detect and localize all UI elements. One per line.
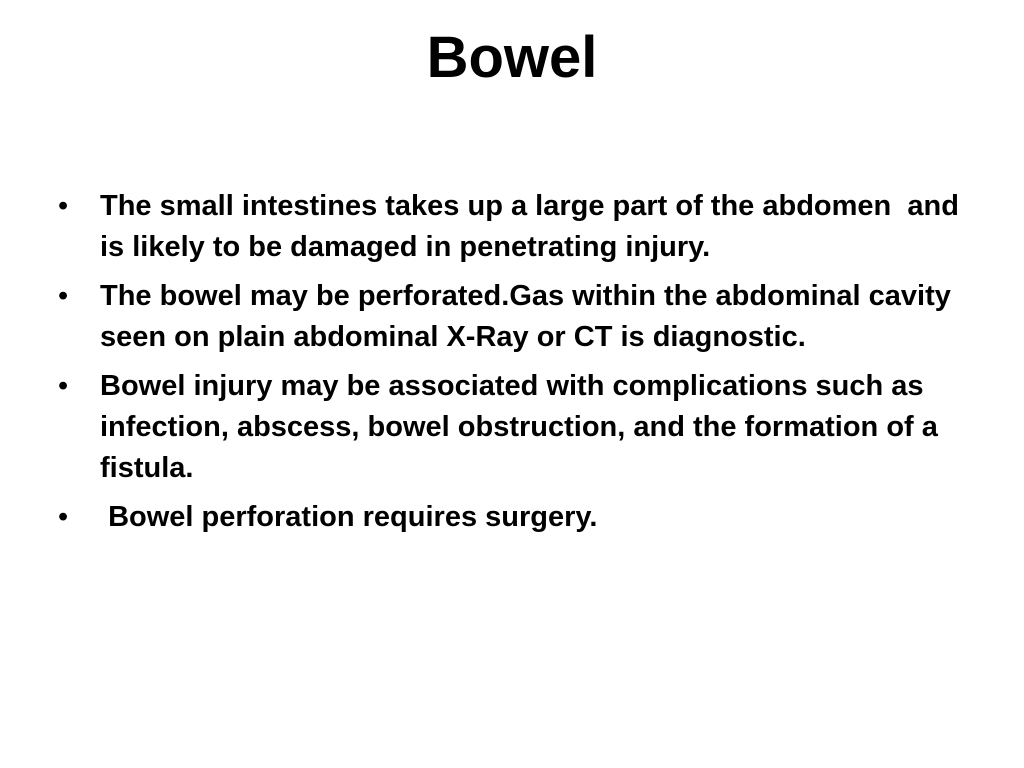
bullet-icon: • (58, 501, 69, 533)
slide-title: Bowel (426, 25, 598, 90)
list-item (58, 276, 978, 358)
bullet-list (58, 186, 978, 546)
list-item (58, 497, 978, 538)
bullet-text: Bowel injury may be associated with complications such as infection, abscess, bowel obstruction, and the formation of a fistula. (100, 370, 946, 484)
bullet-text: The bowel may be perforated.Gas within the abdominal cavity seen on plain abdominal X-Ray or CT is diagnostic. (100, 280, 959, 353)
list-item (58, 186, 978, 268)
bullet-text: The small intestines takes up a large part of the abdomen and is likely to be damaged in penetrating injury. (100, 190, 967, 263)
list-item (58, 366, 978, 489)
bullet-icon: • (58, 370, 69, 402)
bullet-icon: • (58, 280, 69, 312)
bullet-icon: • (58, 190, 69, 222)
bullet-text: Bowel perforation requires surgery. (100, 501, 598, 533)
